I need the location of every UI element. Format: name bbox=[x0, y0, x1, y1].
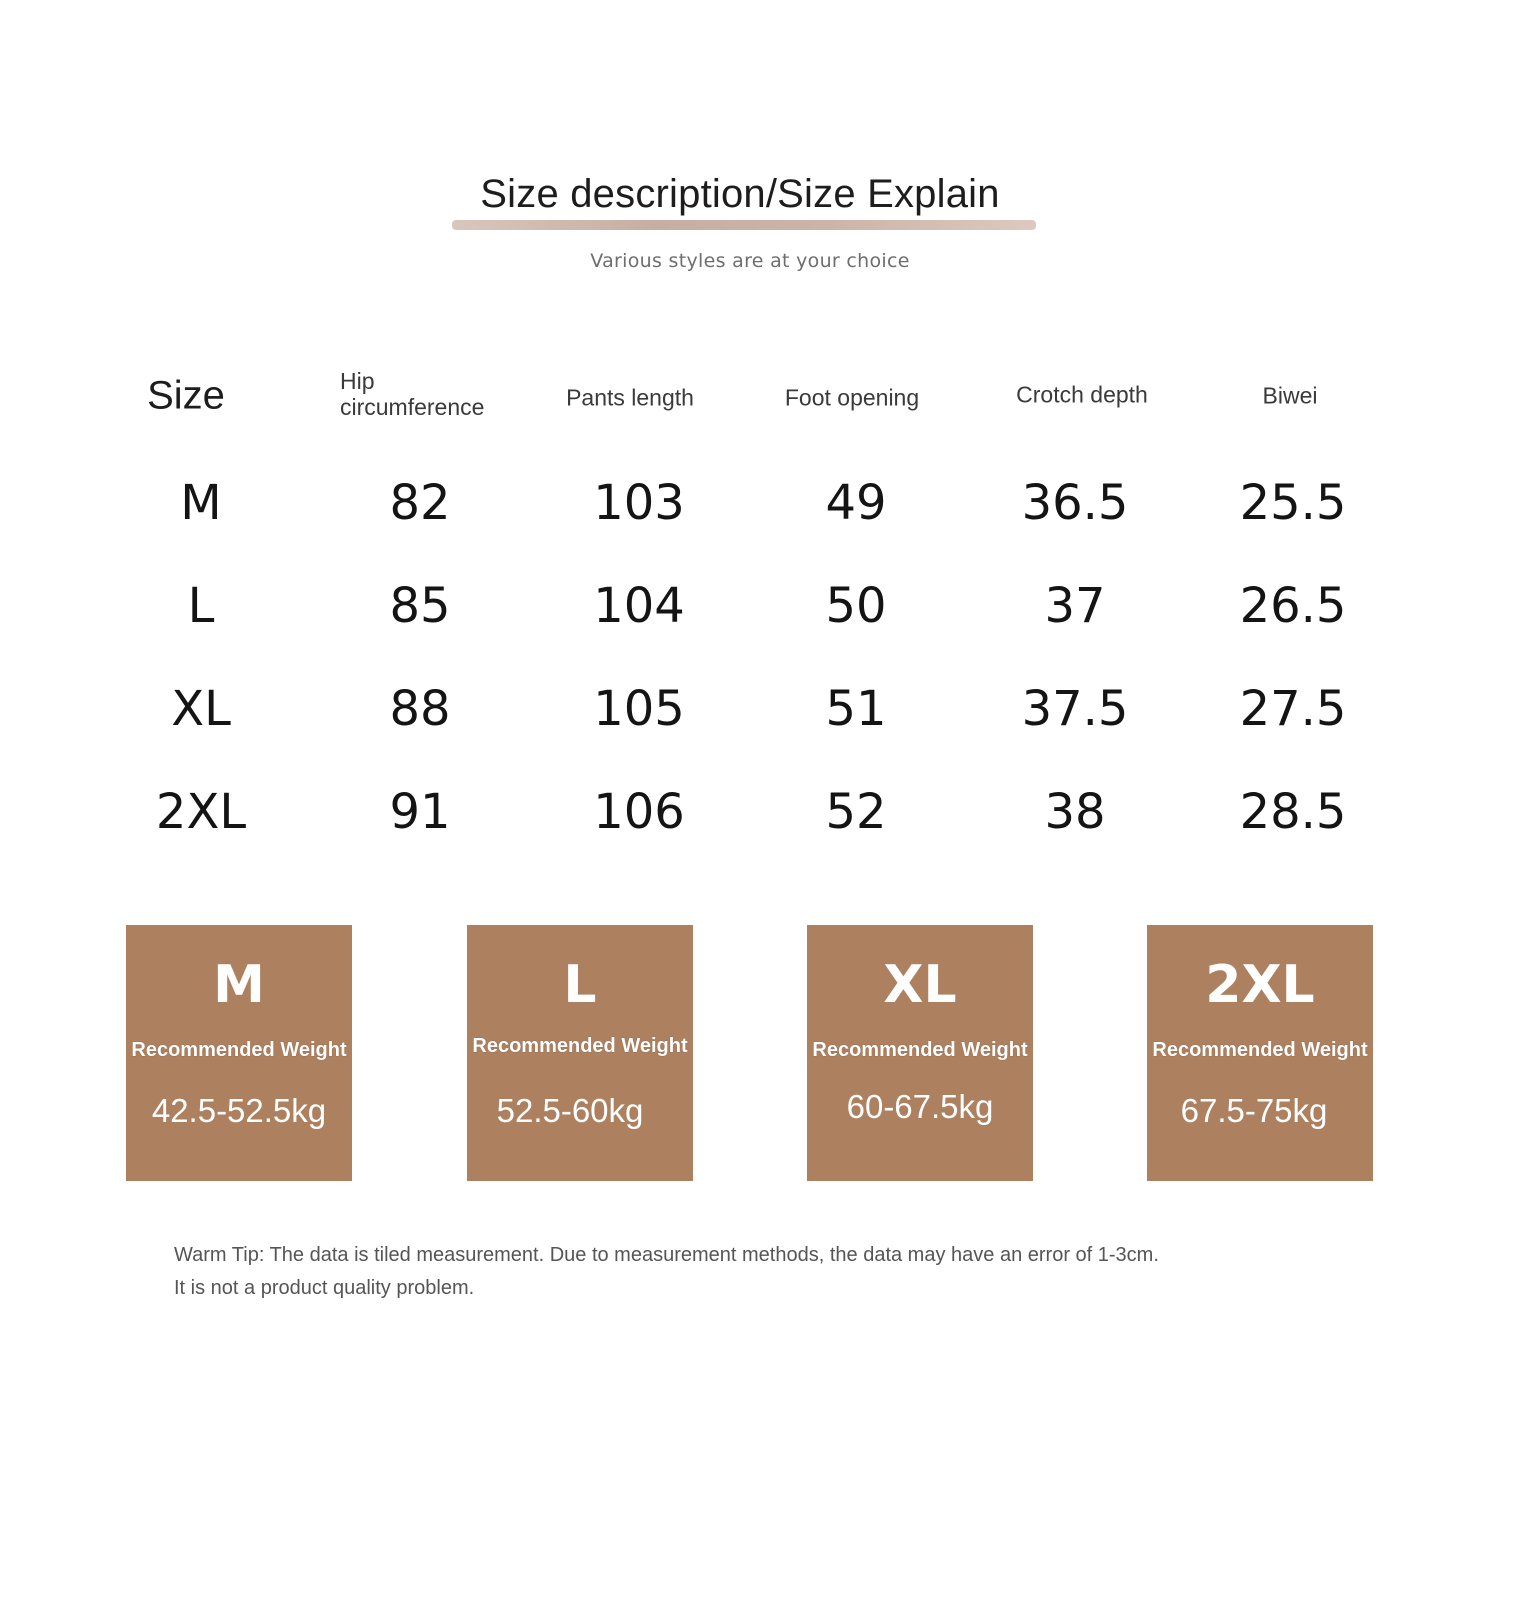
cell-crotch-depth: 37.5 bbox=[1021, 681, 1129, 737]
warm-tip-line2: It is not a product quality problem. bbox=[174, 1277, 475, 1299]
cell-crotch-depth: 36.5 bbox=[1021, 475, 1129, 531]
card-weight: 42.5-52.5kg bbox=[151, 1092, 327, 1129]
cell-biwei: 28.5 bbox=[1239, 784, 1347, 840]
title-underline bbox=[452, 220, 1036, 230]
weight-card-2xl bbox=[1147, 925, 1373, 1181]
card-label: Recommended Weight bbox=[131, 1039, 347, 1061]
cell-hip: 85 bbox=[389, 578, 451, 634]
cell-size: XL bbox=[171, 681, 231, 737]
page-title: Size description/Size Explain bbox=[480, 172, 1000, 216]
cell-pants-length: 105 bbox=[593, 681, 685, 737]
page-subtitle: Various styles are at your choice bbox=[590, 250, 910, 272]
column-header-foot-opening: Foot opening bbox=[784, 384, 920, 411]
cell-pants-length: 104 bbox=[593, 578, 685, 634]
cell-size: 2XL bbox=[155, 784, 247, 840]
cell-crotch-depth: 38 bbox=[1044, 784, 1106, 840]
weight-card-l bbox=[467, 925, 693, 1181]
card-size: L bbox=[563, 955, 597, 1015]
card-size: 2XL bbox=[1205, 955, 1315, 1015]
column-header-size: Size bbox=[147, 373, 225, 418]
column-header-hip-line1: Hip bbox=[340, 368, 375, 394]
card-label: Recommended Weight bbox=[812, 1039, 1028, 1061]
card-label: Recommended Weight bbox=[472, 1035, 688, 1057]
cell-foot-opening: 51 bbox=[825, 681, 887, 737]
warm-tip-line1: Warm Tip: The data is tiled measurement. Due to measurement methods, the data may have an error of 1-3cm. bbox=[174, 1244, 1159, 1266]
cell-biwei: 26.5 bbox=[1239, 578, 1347, 634]
weight-card-m bbox=[126, 925, 352, 1181]
cell-biwei: 27.5 bbox=[1239, 681, 1347, 737]
column-header-biwei: Biwei bbox=[1262, 382, 1318, 409]
cell-foot-opening: 52 bbox=[825, 784, 887, 840]
cell-pants-length: 106 bbox=[593, 784, 685, 840]
cell-hip: 91 bbox=[389, 784, 451, 840]
card-weight: 67.5-75kg bbox=[1180, 1092, 1328, 1129]
cell-hip: 82 bbox=[389, 475, 451, 531]
card-weight: 60-67.5kg bbox=[846, 1088, 994, 1125]
cell-crotch-depth: 37 bbox=[1044, 578, 1106, 634]
cell-foot-opening: 49 bbox=[825, 475, 887, 531]
column-header-pants-length: Pants length bbox=[566, 384, 694, 411]
card-size: M bbox=[213, 955, 265, 1015]
card-label: Recommended Weight bbox=[1152, 1039, 1368, 1061]
card-size: XL bbox=[883, 955, 957, 1015]
cell-biwei: 25.5 bbox=[1239, 475, 1347, 531]
card-weight: 52.5-60kg bbox=[496, 1092, 644, 1129]
cell-size: L bbox=[187, 578, 215, 634]
column-header-hip-line2: circumference bbox=[340, 394, 485, 420]
column-header-crotch-depth: Crotch depth bbox=[1016, 381, 1148, 408]
column-header-hip bbox=[340, 368, 484, 420]
weight-card-xl bbox=[807, 925, 1033, 1181]
cell-foot-opening: 50 bbox=[825, 578, 887, 634]
cell-size: M bbox=[180, 475, 222, 531]
cell-hip: 88 bbox=[389, 681, 451, 737]
cell-pants-length: 103 bbox=[593, 475, 685, 531]
